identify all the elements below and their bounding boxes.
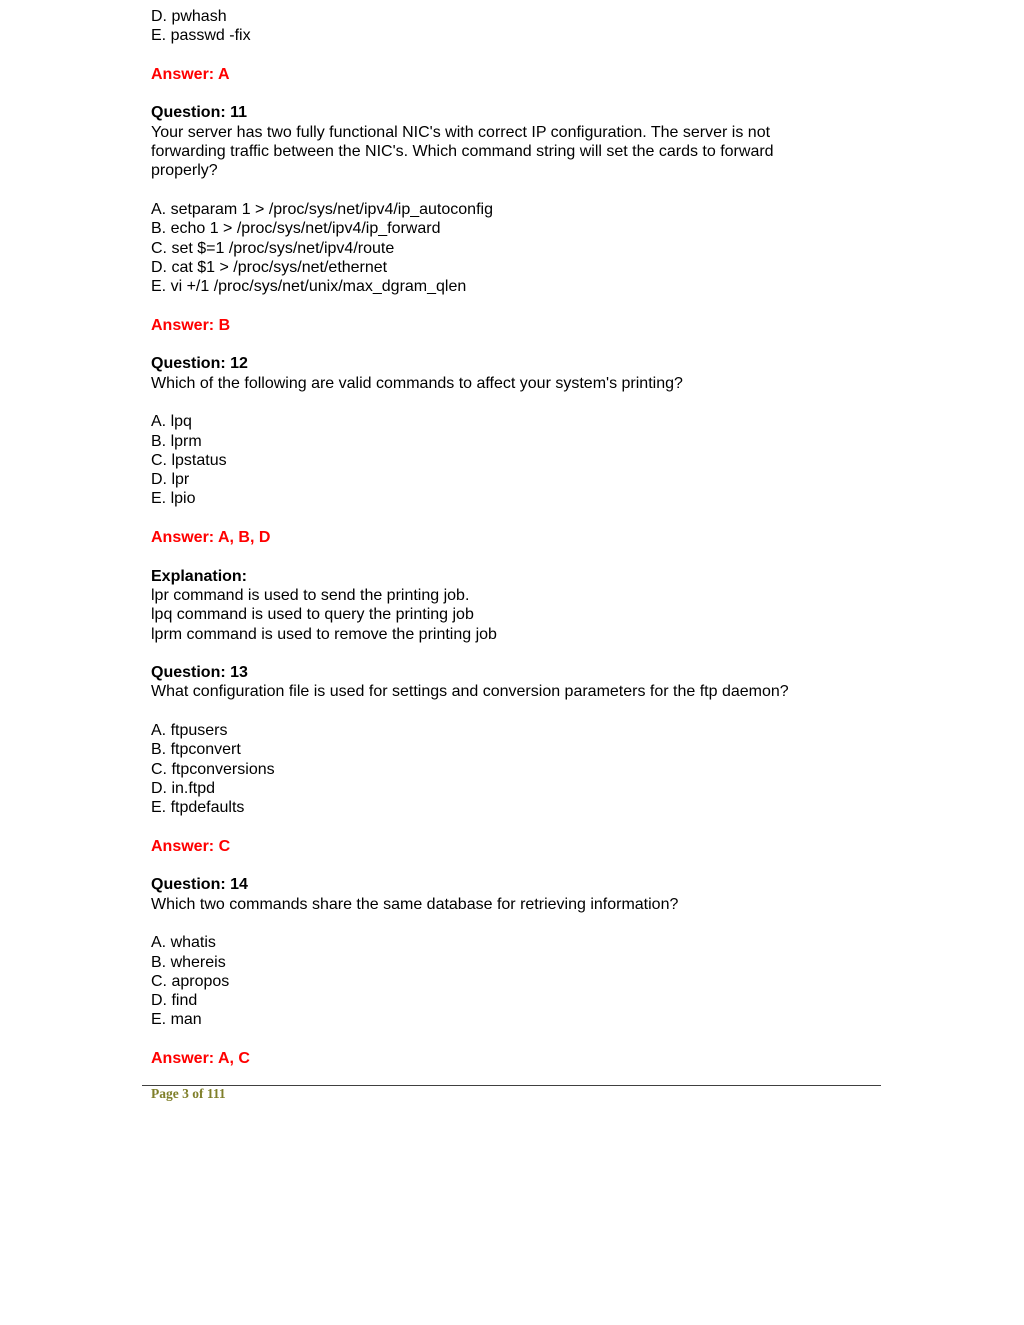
option-b: B. whereis <box>151 953 226 971</box>
answer: Answer: C <box>151 837 231 855</box>
option-c: C. ftpconversions <box>151 760 275 778</box>
option-c: C. set $=1 /proc/sys/net/ipv4/route <box>151 239 395 257</box>
option-e: E. man <box>151 1011 202 1029</box>
explanation-text: lpq command is used to query the printing job <box>151 606 474 624</box>
answer: Answer: A, B, D <box>151 529 271 547</box>
explanation-text: lprm command is used to remove the printing job <box>151 625 497 643</box>
option-e: E. passwd -fix <box>151 27 251 45</box>
explanation-text: lpr command is used to send the printing job. <box>151 586 470 604</box>
question-text: What configuration file is used for settings and conversion parameters for the ftp daemon? <box>151 683 789 701</box>
option-a: A. setparam 1 > /proc/sys/net/ipv4/ip_autoconfig <box>151 200 493 218</box>
answer: Answer: A <box>151 65 230 83</box>
option-d: D. cat $1 > /proc/sys/net/ethernet <box>151 258 388 276</box>
footer-divider <box>142 1085 881 1086</box>
option-c: C. apropos <box>151 972 230 990</box>
option-b: B. ftpconvert <box>151 741 241 759</box>
question-text: Your server has two fully functional NIC's with correct IP configuration. The server is not <box>151 123 771 141</box>
answer: Answer: B <box>151 316 231 334</box>
question-heading: Question: 13 <box>151 664 248 682</box>
question-heading: Question: 12 <box>151 355 248 373</box>
option-b: B. echo 1 > /proc/sys/net/ipv4/ip_forward <box>151 220 441 238</box>
option-b: B. lprm <box>151 432 202 450</box>
option-e: E. vi +/1 /proc/sys/net/unix/max_dgram_qlen <box>151 278 467 296</box>
option-e: E. lpio <box>151 490 196 508</box>
page-number: Page 3 of 111 <box>151 1086 226 1101</box>
option-d: D. pwhash <box>151 8 227 25</box>
question-text: Which of the following are valid commands to affect your system's printing? <box>151 374 683 392</box>
question-text: Which two commands share the same database for retrieving information? <box>151 895 679 913</box>
document-page <box>151 7 881 1068</box>
answer: Answer: A, C <box>151 1050 250 1068</box>
explanation-heading: Explanation: <box>151 567 248 585</box>
option-e: E. ftpdefaults <box>151 799 245 817</box>
option-c: C. lpstatus <box>151 451 227 469</box>
question-text: forwarding traffic between the NIC's. Which command string will set the cards to forward <box>151 143 774 161</box>
option-a: A. lpq <box>151 413 192 431</box>
question-heading: Question: 11 <box>151 104 248 122</box>
option-d: D. find <box>151 992 198 1010</box>
option-d: D. in.ftpd <box>151 779 216 797</box>
question-text: properly? <box>151 162 218 180</box>
question-heading: Question: 14 <box>151 876 248 894</box>
option-a: A. whatis <box>151 934 216 952</box>
option-a: A. ftpusers <box>151 721 228 739</box>
option-d: D. lpr <box>151 471 190 489</box>
